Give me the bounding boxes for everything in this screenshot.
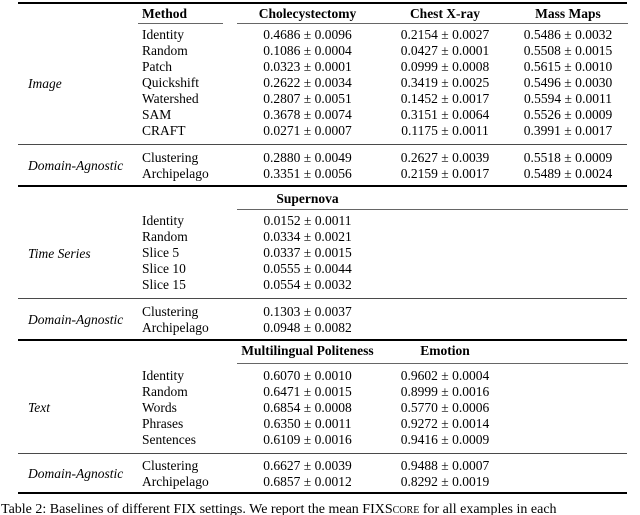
method-cell: Slice 10 [142,261,186,276]
value-cell: 0.0999 ± 0.0008 [400,59,490,74]
method-cell: Slice 5 [142,245,180,260]
cmidrule-text-datasets [237,363,628,364]
time-series-section [0,213,640,293]
value-cell: 0.5489 ± 0.0024 [523,166,613,181]
column-header-method: Method [142,6,187,21]
value-cell: 0.2627 ± 0.0039 [400,150,490,165]
method-cell: Slice 15 [142,277,186,292]
value-cell: 0.9416 ± 0.0009 [400,432,490,447]
value-cell: 0.0323 ± 0.0001 [263,59,352,74]
method-cell: Random [142,229,188,244]
caption-text-after: for all examples in each [419,502,557,515]
value-cell: 0.9272 ± 0.0014 [400,416,490,431]
column-header-mass-maps: Mass Maps [535,6,601,21]
value-cell: 0.8999 ± 0.0016 [400,384,490,399]
table-bottomrule [18,492,627,494]
method-cell: Random [142,43,188,58]
table-row [18,432,640,448]
table-toprule [18,2,627,4]
midrule-image-da [18,144,627,145]
cmidrule-image-datasets [237,23,628,24]
midrule-ts-da [18,298,627,299]
method-cell: Random [142,384,188,399]
value-cell: 0.0554 ± 0.0032 [263,277,352,292]
value-cell: 0.3419 ± 0.0025 [400,75,490,90]
value-cell: 0.0271 ± 0.0007 [263,123,352,138]
method-cell: Quickshift [142,75,199,90]
method-cell: Watershed [142,91,199,106]
value-cell: 0.9488 ± 0.0007 [400,458,490,473]
table-row [18,245,640,261]
method-cell: Archipelago [142,474,209,489]
table-row [18,107,640,123]
table-row [18,229,640,245]
value-cell: 0.2159 ± 0.0017 [400,166,490,181]
value-cell: 0.0948 ± 0.0082 [263,320,352,335]
caption-text-before: Table 2: Baselines of different FIX settings. We report the mean FIX [1,502,385,515]
column-header-multilingual-politeness: Multilingual Politeness [241,343,374,358]
value-cell: 0.3351 ± 0.0056 [263,166,352,181]
group-label-text: Text [28,400,51,415]
method-cell: Patch [142,59,172,74]
method-cell: Words [142,400,177,415]
column-header-cholecystectomy: Cholecystectomy [258,6,357,21]
table-header-row [18,190,626,207]
value-cell: 0.3678 ± 0.0074 [263,107,352,122]
group-label-domain-agnostic-2: Domain-Agnostic [28,312,124,327]
value-cell: 0.6070 ± 0.0010 [263,368,352,383]
group-label-domain-agnostic-3: Domain-Agnostic [28,466,124,481]
table-row [18,368,640,384]
method-cell: Identity [142,213,184,228]
value-cell: 0.3991 ± 0.0017 [523,123,613,138]
method-cell: CRAFT [142,123,186,138]
value-cell: 0.0427 ± 0.0001 [400,43,490,58]
column-header-chest-xray: Chest X-ray [409,6,481,21]
method-cell: Clustering [142,458,199,473]
table-row [18,261,640,277]
method-cell: Archipelago [142,320,209,335]
value-cell: 0.5508 ± 0.0015 [523,43,613,58]
value-cell: 0.0334 ± 0.0021 [263,229,352,244]
table-row [18,400,640,416]
table-header-row [18,5,626,22]
value-cell: 0.4686 ± 0.0096 [263,27,352,42]
table-row [18,123,640,139]
value-cell: 0.5518 ± 0.0009 [523,150,613,165]
method-cell: Archipelago [142,166,209,181]
section-rule-2 [18,339,627,341]
value-cell: 0.1452 ± 0.0017 [400,91,490,106]
cmidrule-supernova [237,209,628,210]
value-cell: 0.5496 ± 0.0030 [523,75,613,90]
image-section [0,27,640,139]
value-cell: 0.8292 ± 0.0019 [400,474,490,489]
value-cell: 0.2154 ± 0.0027 [400,27,490,42]
value-cell: 0.5486 ± 0.0032 [523,27,613,42]
value-cell: 0.6471 ± 0.0015 [263,384,352,399]
table-caption [1,501,639,515]
value-cell: 0.6109 ± 0.0016 [263,432,352,447]
value-cell: 0.1303 ± 0.0037 [263,304,352,319]
table-row [18,384,640,400]
value-cell: 0.2807 ± 0.0051 [263,91,352,106]
table-row [18,416,640,432]
table-row [18,277,640,293]
group-label-image: Image [28,76,62,91]
value-cell: 0.5615 ± 0.0010 [523,59,613,74]
table-row [18,59,640,75]
table-header-row [18,342,626,359]
cmidrule-method [138,23,223,24]
value-cell: 0.6857 ± 0.0012 [263,474,352,489]
value-cell: 0.0337 ± 0.0015 [263,245,352,260]
table-row [18,91,640,107]
value-cell: 0.2622 ± 0.0034 [263,75,352,90]
value-cell: 0.5770 ± 0.0006 [400,400,490,415]
caption-fixscore-smallcaps: Score [384,502,420,515]
text-section [0,368,640,448]
value-cell: 0.3151 ± 0.0064 [400,107,490,122]
method-cell: Phrases [142,416,184,431]
section-rule-1 [18,185,627,187]
method-cell: SAM [142,107,172,122]
group-label-time-series: Time Series [28,246,91,261]
method-cell: Clustering [142,150,199,165]
method-cell: Clustering [142,304,199,319]
table-row [18,27,640,43]
value-cell: 0.0555 ± 0.0044 [263,261,352,276]
value-cell: 0.1175 ± 0.0011 [401,123,489,138]
column-header-supernova: Supernova [276,191,339,206]
method-cell: Identity [142,27,184,42]
value-cell: 0.2880 ± 0.0049 [263,150,352,165]
value-cell: 0.1086 ± 0.0004 [263,43,352,58]
value-cell: 0.6854 ± 0.0008 [263,400,352,415]
midrule-text-da [18,453,627,454]
value-cell: 0.0152 ± 0.0011 [263,213,352,228]
table-row [18,213,640,229]
table-row [18,75,640,91]
value-cell: 0.5594 ± 0.0011 [524,91,612,106]
value-cell: 0.6350 ± 0.0011 [263,416,352,431]
value-cell: 0.5526 ± 0.0009 [523,107,613,122]
table-row [18,43,640,59]
method-cell: Identity [142,368,184,383]
value-cell: 0.6627 ± 0.0039 [263,458,352,473]
group-label-domain-agnostic-1: Domain-Agnostic [28,158,124,173]
column-header-emotion: Emotion [420,343,470,358]
method-cell: Sentences [142,432,196,447]
value-cell: 0.9602 ± 0.0004 [400,368,490,383]
